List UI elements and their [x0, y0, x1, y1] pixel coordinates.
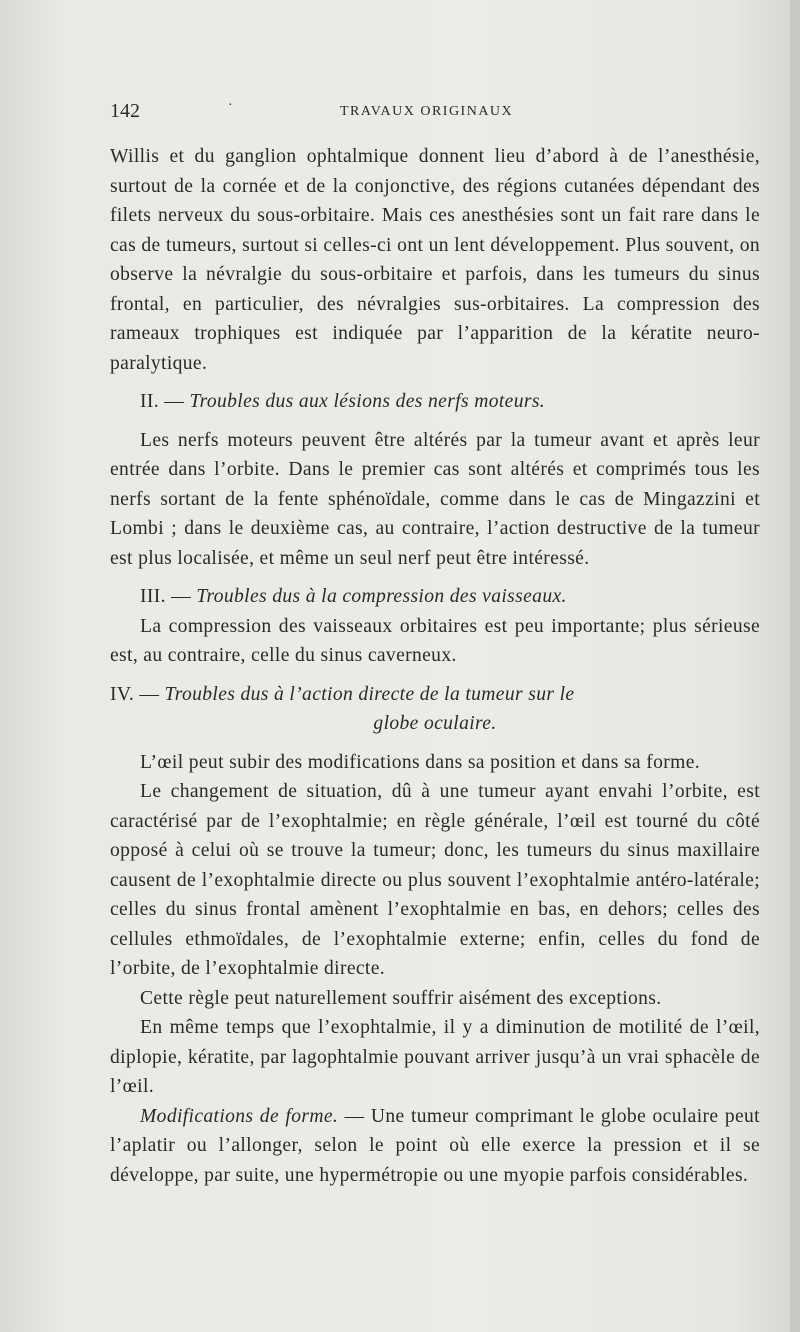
page-header — [110, 100, 760, 126]
section-number: II. — — [140, 391, 185, 412]
section-title: Troubles dus à la compression des vaisseaux. — [196, 586, 567, 607]
paragraph-continuation: Willis et du ganglion ophtalmique donnent lieu d’abord à de l’anesthésie, surtout de la cornée et de la conjonctive, des régions cutanées dépendant des filets nerveux du sous-orbitaire. Mais ces anesthésies sont un fait rare dans le cas de tumeurs, surtout si celles-ci ont un lent développement. Plus souvent, on observe la névralgie du sous-orbitaire et parfois, dans les tumeurs du sinus frontal, en particulier, des névralgies sus-orbitaires. La compression des rameaux trophiques est indiquée par l’apparition de la kératite neuro-paralytique. — [110, 146, 760, 374]
running-head: TRAVAUX ORIGINAUX — [340, 104, 514, 119]
section-number: IV. — — [110, 683, 160, 705]
header-dot: · — [228, 98, 233, 113]
section-title: Troubles dus aux lésions des nerfs moteurs. — [189, 391, 546, 412]
section-number: III. — — [140, 586, 192, 607]
paragraph-rest: — Une tumeur comprimant le globe oculaire peut l’aplatir ou l’allonger, selon le point où elle exerce la pression et il se développe, par suite, une hypermétropie ou une myopie parfois considérables. — [110, 1105, 760, 1186]
section-heading-iv — [110, 680, 760, 710]
paragraph-lead: Modifications de forme. — [140, 1105, 339, 1127]
body-text — [110, 142, 760, 1190]
paragraph — [110, 1102, 760, 1191]
section-heading-ii — [110, 387, 760, 417]
paragraph: Cette règle peut naturellement souffrir aisément des exceptions. — [140, 987, 662, 1009]
section-title: Troubles dus à l’action directe de la tumeur sur le — [164, 683, 575, 705]
section-heading-iii — [110, 582, 760, 612]
paragraph: Les nerfs moteurs peuvent être altérés par la tumeur avant et après leur entrée dans l’orbite. Dans le premier cas sont altérés et comprimés tous les nerfs sortant de la fente sphénoïdale, comme dans le cas de Mingazzini et Lombi ; dans le deuxième cas, au contraire, l’action destructive de la tumeur est plus localisée, et même un seul nerf peut être intéressé. — [110, 429, 760, 569]
page-edge — [790, 0, 800, 1332]
section-title-continuation: globe oculaire. — [373, 713, 497, 734]
paragraph: La compression des vaisseaux orbitaires est peu importante; plus sérieuse est, au contraire, celle du sinus caverneux. — [110, 615, 760, 666]
paragraph: Le changement de situation, dû à une tumeur ayant envahi l’orbite, est caractérisé par de l’exophtalmie; en règle générale, l’œil est tourné du côté opposé à celui où se trouve la tumeur; donc, les tumeurs du sinus maxillaire causent de l’exophtalmie directe ou plus souvent l’exophtalmie antéro-latérale; celles du sinus frontal amènent l’exophtalmie en bas, en dehors; celles des cellules ethmoïdales, de l’exophtalmie externe; enfin, celles du fond de l’orbite, de l’exophtalmie directe. — [110, 781, 760, 979]
page-number: 142 — [110, 100, 140, 122]
paragraph: En même temps que l’exophtalmie, il y a diminution de motilité de l’œil, diplopie, kératite, par lagophtalmie pouvant arriver jusqu’à un vrai sphacèle de l’œil. — [110, 1017, 760, 1097]
paragraph: L’œil peut subir des modifications dans sa position et dans sa forme. — [140, 751, 700, 773]
